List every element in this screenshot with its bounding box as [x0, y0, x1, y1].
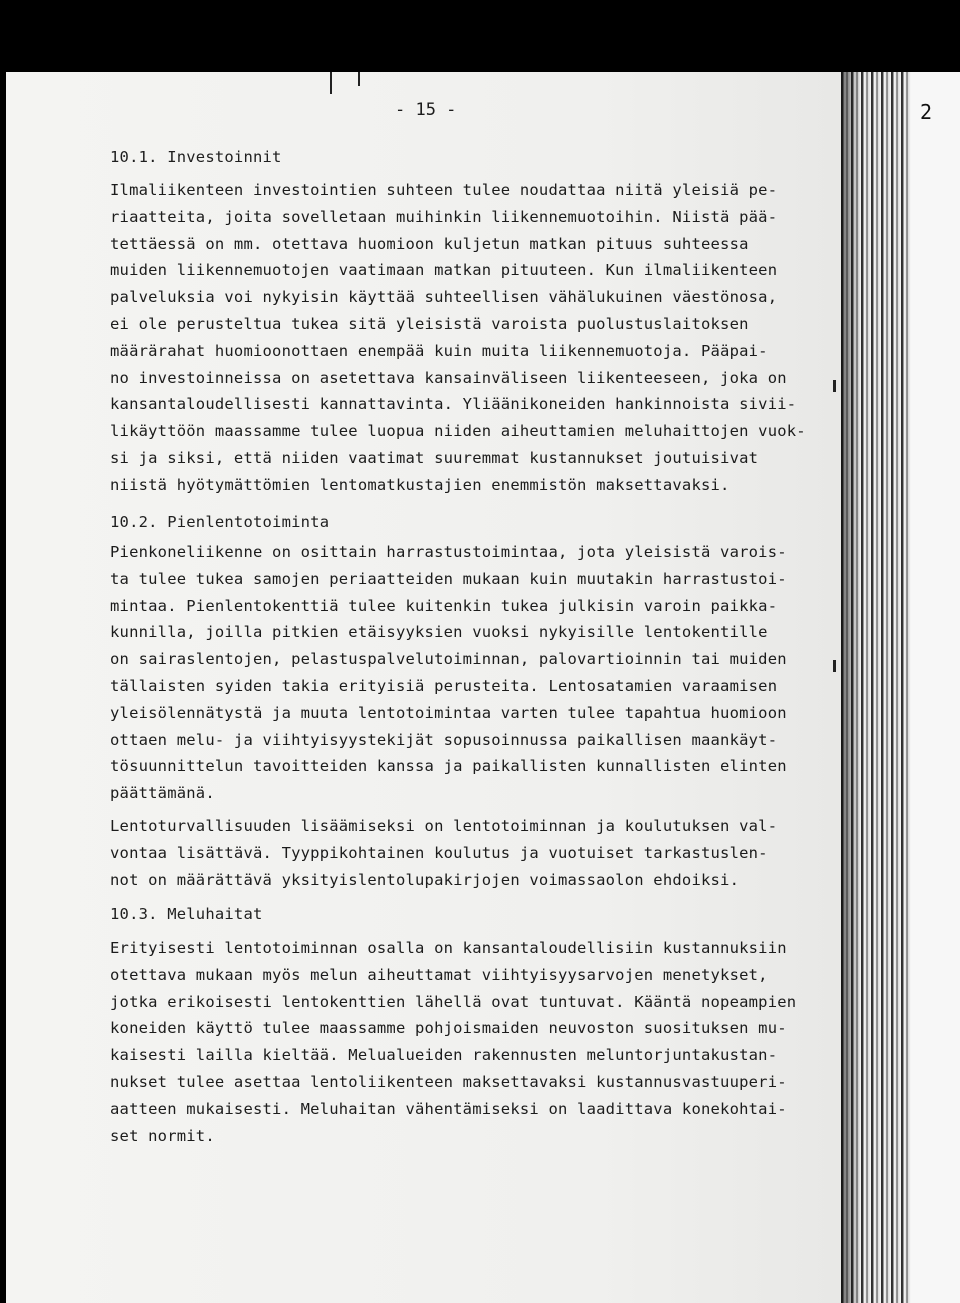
scan-top-border — [0, 0, 960, 72]
text-line: Pienkoneliikenne on osittain harrastustoimintaa, jota yleisistä varois- — [110, 543, 787, 561]
margin-mark — [833, 660, 836, 672]
text-line: määrärahat huomioonottaen enempää kuin muita liikennemuotoja. Pääpai- — [110, 341, 768, 360]
text-line: Ilmaliikenteen investointien suhteen tulee noudattaa niitä yleisiä pe- — [110, 181, 778, 199]
section-heading: 10.2. Pienlentotoiminta — [110, 513, 330, 531]
text-line: niistä hyötymättömien lentomatkustajien enemmistön maksettavaksi. — [110, 475, 730, 494]
text-line: palveluksia voi nykyisin käyttää suhteellisen vähälukuinen väestönosa, — [110, 288, 778, 307]
text-line: koneiden käyttö tulee maassamme pohjoismaiden neuvoston suosituksen mu- — [110, 1019, 787, 1038]
text-line: muiden liikennemuotojen vaatimaan matkan pituuteen. Kun ilmaliikenteen — [110, 261, 778, 280]
text-line: kaisesti lailla kieltää. Melualueiden rakennusten meluntorjuntakustan- — [110, 1046, 778, 1065]
margin-mark — [833, 380, 836, 392]
text-line: si ja siksi, että niiden vaatimat suuremmat kustannukset joutuisivat — [110, 449, 759, 467]
scan-mark — [330, 72, 332, 94]
text-line: no investoinneissa on asetettava kansainväliseen liikenteeseen, joka on — [110, 368, 787, 387]
corner-mark: 2 — [920, 100, 933, 124]
text-line: set normit. — [110, 1126, 215, 1145]
section-heading: 10.1. Investoinnit — [110, 148, 282, 166]
text-line: likäyttöön maassamme tulee luopua niiden aiheuttamien meluhaittojen vuok- — [110, 422, 806, 441]
section-heading: 10.3. Meluhaitat — [110, 905, 263, 923]
text-line: kansantaloudellisesti kannattavinta. Yliäänikoneiden hankinnoista sivii- — [110, 395, 797, 414]
text-line: not on määrättävä yksityislentolupakirjojen voimassaolon ehdoiksi. — [110, 870, 740, 889]
text-line: ta tulee tukea samojen periaatteiden mukaan kuin muutakin harrastustoi- — [110, 569, 787, 588]
text-line: kunnilla, joilla pitkien etäisyyksien vuoksi nykyisille lentokentille — [110, 623, 768, 642]
text-line: tettäessä on mm. otettava huomioon kuljetun matkan pituus suhteessa — [110, 234, 749, 253]
text-line: päättämänä. — [110, 784, 215, 803]
text-line: ottaen melu- ja viihtyisyystekijät sopusoinnussa paikallisen maankäyt- — [110, 730, 778, 749]
text-line: otettava mukaan myös melun aiheuttamat viihtyisyysarvojen menetykset, — [110, 965, 768, 984]
text-line: nukset tulee asettaa lentoliikenteen maksettavaksi kustannusvastuuperi- — [110, 1073, 787, 1091]
text-line: ei ole perusteltua tukea sitä yleisistä varoista puolustuslaitoksen — [110, 315, 749, 333]
binding-shadow — [841, 72, 861, 1303]
next-page-edge — [911, 72, 960, 1303]
text-line: yleisölennätystä ja muuta lentotoimintaa varten tulee tapahtua huomioon — [110, 703, 787, 722]
scan-mark — [358, 72, 360, 86]
text-line: riaatteita, joita sovelletaan muihinkin liikennemuotoihin. Niistä pää- — [110, 207, 778, 226]
text-line: Erityisesti lentotoiminnan osalla on kansantaloudellisiin kustannuksiin — [110, 939, 787, 957]
page-number: - 15 - — [395, 100, 457, 120]
text-line: Lentoturvallisuuden lisäämiseksi on lentotoiminnan ja koulutuksen val- — [110, 817, 778, 835]
text-line: jotka erikoisesti lentokenttien lähellä ovat tuntuvat. Kääntä nopeampien — [110, 992, 797, 1011]
text-line: mintaa. Pienlentokenttiä tulee kuitenkin tukea julkisin varoin paikka- — [110, 596, 778, 615]
text-line: vontaa lisättävä. Tyyppikohtainen koulutus ja vuotuiset tarkastuslen- — [110, 843, 768, 862]
text-line: on sairaslentojen, pelastuspalvelutoiminnan, palovartioinnin tai muiden — [110, 650, 787, 669]
text-line: aatteen mukaisesti. Meluhaitan vähentämiseksi on laadittava konekohtai- — [110, 1099, 787, 1118]
text-line: tösuunnittelun tavoitteiden kanssa ja paikallisten kunnallisten elinten — [110, 757, 787, 776]
text-line: tällaisten syiden takia erityisiä perusteita. Lentosatamien varaamisen — [110, 677, 778, 695]
